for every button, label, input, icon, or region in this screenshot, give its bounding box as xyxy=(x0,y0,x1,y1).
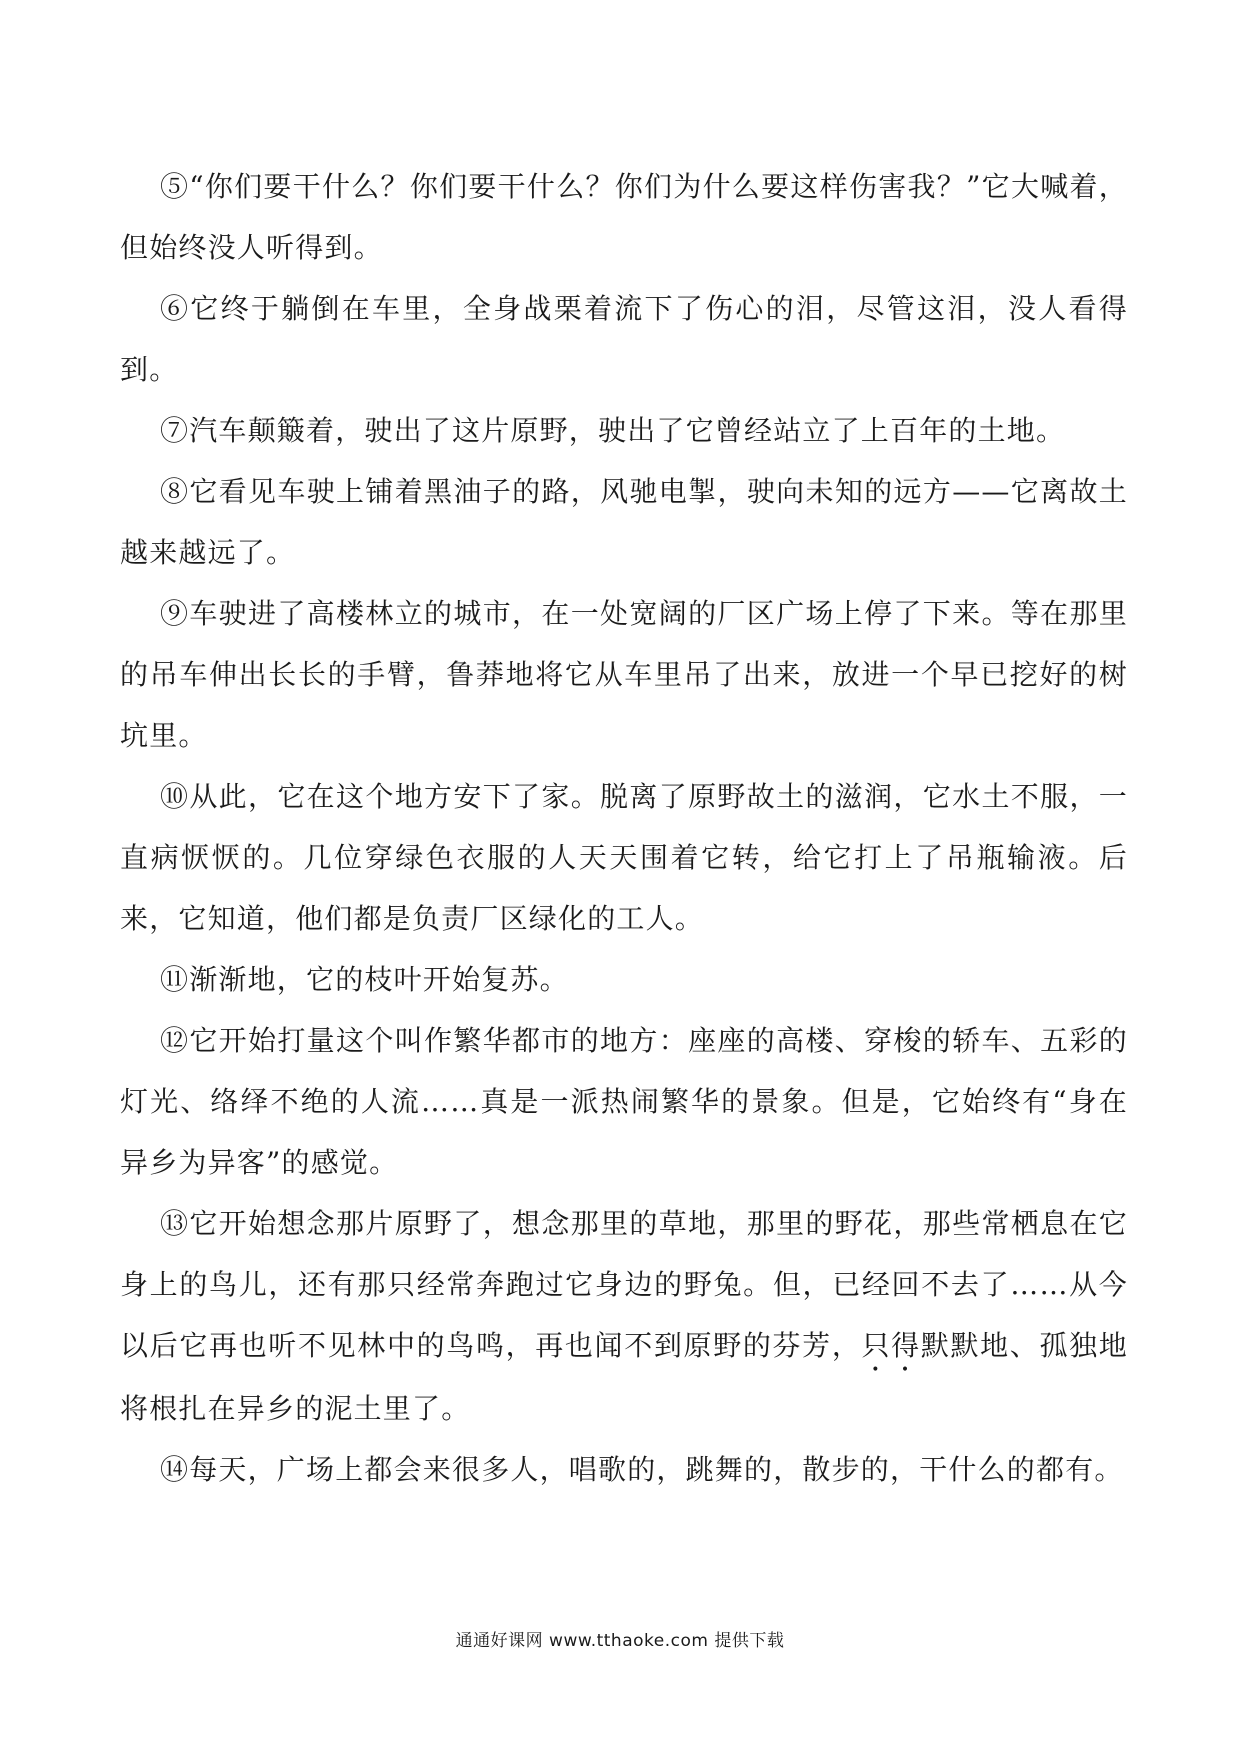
paragraph-14: ⑭每天，广场上都会来很多人，唱歌的，跳舞的，散步的，干什么的都有。 xyxy=(160,1453,1124,1486)
paragraph-13 xyxy=(120,1193,1128,1439)
paragraph-6: ⑥它终于躺倒在车里，全身战栗着流下了伤心的泪，尽管这泪，没人看得到。 xyxy=(120,292,1128,386)
paragraph-5: ⑤“你们要干什么？你们要干什么？你们为什么要这样伤害我？”它大喊着，但始终没人听得到。 xyxy=(120,170,1128,264)
page-footer: 通通好课网 www.tthaoke.com 提供下载 xyxy=(455,1631,785,1651)
paragraph-7: ⑦汽车颠簸着，驶出了这片原野，驶出了它曾经站立了上百年的土地。 xyxy=(160,414,1066,447)
emphasis-dotted-text: 只得 xyxy=(861,1329,921,1362)
paragraph-9: ⑨车驶进了高楼林立的城市，在一处宽阔的厂区广场上停了下来。等在那里的吊车伸出长长的手臂，鲁莽地将它从车里吊了出来，放进一个早已挖好的树坑里。 xyxy=(120,597,1128,752)
paragraph-12: ⑫它开始打量这个叫作繁华都市的地方：座座的高楼、穿梭的轿车、五彩的灯光、络绎不绝的人流……真是一派热闹繁华的景象。但是，它始终有“身在异乡为异客”的感觉。 xyxy=(120,1024,1128,1179)
paragraph-11: ⑪渐渐地，它的枝叶开始复苏。 xyxy=(160,963,569,996)
paragraph-13-text-before: ⑬它开始想念那片原野了，想念那里的草地，那里的野花，那些常栖息在它身上的鸟儿，还有那只经常奔跑过它身边的野兔。但，已经回不去了……从今以后它再也听不见林中的鸟鸣，再也闻不到原野的芬芳， xyxy=(120,1207,1128,1362)
article-body xyxy=(120,156,1128,1500)
paragraph-8: ⑧它看见车驶上铺着黑油子的路，风驰电掣，驶向未知的远方——它离故土越来越远了。 xyxy=(120,475,1128,569)
paragraph-13-text-after: 默默地、孤独地将根扎在异乡的泥土里了。 xyxy=(120,1329,1128,1425)
paragraph-10: ⑩从此，它在这个地方安下了家。脱离了原野故土的滋润，它水土不服，一直病恹恹的。几位穿绿色衣服的人天天围着它转，给它打上了吊瓶输液。后来，它知道，他们都是负责厂区绿化的工人。 xyxy=(120,780,1128,935)
